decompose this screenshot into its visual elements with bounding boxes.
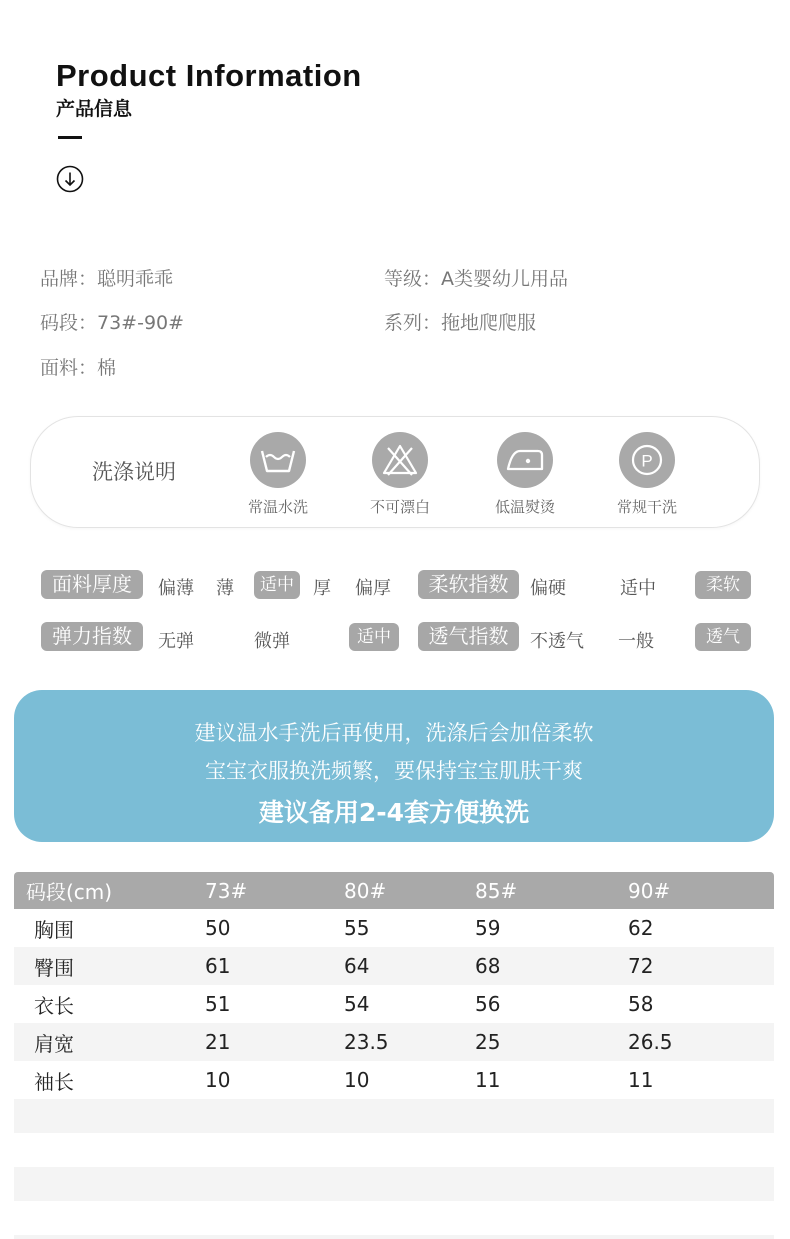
spec-size-range: 码段：73#-90#	[40, 312, 185, 334]
column-header: 90#	[628, 878, 671, 903]
softness-option: 适中	[620, 578, 656, 599]
care-label: 不可漂白	[369, 498, 430, 516]
spec-brand: 品牌：聪明乖乖	[40, 268, 174, 290]
table-cell: 54	[344, 992, 370, 1016]
table-cell: 10	[344, 1068, 370, 1092]
column-header: 80#	[344, 878, 387, 903]
breathability-option: 一般	[618, 631, 654, 652]
table-cell: 臀围	[34, 955, 74, 980]
table-cell: 72	[628, 954, 654, 978]
table-cell: 26.5	[628, 1030, 673, 1054]
softness-option: 偏硬	[530, 578, 566, 599]
table-empty-row	[14, 1099, 774, 1133]
column-header: 73#	[205, 878, 248, 903]
banner-line-3: 建议备用2-4套方便换洗	[258, 798, 530, 827]
table-cell: 68	[475, 954, 501, 978]
column-header: 85#	[475, 878, 518, 903]
column-header: 码段(cm)	[26, 880, 113, 904]
care-label: 低温熨烫	[494, 498, 555, 516]
elasticity-option-selected: 适中	[349, 623, 399, 651]
table-cell: 62	[628, 916, 654, 940]
elasticity-option: 微弹	[254, 631, 290, 652]
table-empty-row	[14, 1235, 774, 1239]
table-cell: 衣长	[34, 993, 74, 1018]
table-row	[14, 909, 774, 947]
table-cell: 11	[475, 1068, 501, 1092]
wash-tub-icon	[250, 432, 306, 488]
page-title: Product Information	[56, 58, 362, 93]
table-cell: 51	[205, 992, 231, 1016]
table-cell: 55	[344, 916, 370, 940]
table-cell: 56	[475, 992, 501, 1016]
breathability-option: 不透气	[530, 631, 584, 652]
no-bleach-icon	[372, 432, 428, 488]
care-label: 常温水洗	[247, 498, 308, 516]
softness-label: 柔软指数	[418, 570, 519, 599]
spec-series: 系列：拖地爬爬服	[384, 312, 537, 334]
spec-fabric: 面料：棉	[40, 357, 117, 379]
table-cell: 肩宽	[34, 1031, 74, 1056]
banner-line-2: 宝宝衣服换洗频繁，要保持宝宝肌肤干爽	[205, 759, 583, 783]
arrow-down-circle-icon	[56, 165, 84, 193]
care-item-no-bleach	[350, 432, 450, 517]
svg-text:P: P	[641, 451, 653, 471]
breathability-option-selected: 透气	[695, 623, 751, 651]
size-table	[14, 872, 774, 1239]
table-cell: 袖长	[34, 1069, 74, 1094]
table-cell: 23.5	[344, 1030, 389, 1054]
elasticity-option: 无弹	[158, 631, 194, 652]
table-row	[14, 947, 774, 985]
thickness-option: 薄	[216, 578, 234, 599]
table-row	[14, 1061, 774, 1099]
page-subtitle: 产品信息	[56, 98, 133, 120]
elasticity-label: 弹力指数	[41, 622, 143, 651]
table-row	[14, 1023, 774, 1061]
thickness-option: 偏厚	[355, 578, 391, 599]
table-cell: 61	[205, 954, 231, 978]
table-cell: 胸围	[34, 917, 74, 942]
table-header	[14, 872, 774, 909]
care-item-iron	[475, 432, 575, 517]
table-empty-row	[14, 1167, 774, 1201]
iron-low-icon	[497, 432, 553, 488]
care-label: 常规干洗	[616, 498, 677, 516]
table-cell: 25	[475, 1030, 501, 1054]
table-cell: 64	[344, 954, 370, 978]
care-item-dry-clean	[597, 432, 697, 517]
table-row	[14, 985, 774, 1023]
thickness-option: 偏薄	[158, 578, 194, 599]
table-cell: 59	[475, 916, 501, 940]
thickness-option-selected: 适中	[254, 571, 300, 599]
table-cell: 50	[205, 916, 231, 940]
table-cell: 10	[205, 1068, 231, 1092]
care-title: 洗涤说明	[92, 460, 176, 484]
title-underline	[58, 136, 82, 139]
softness-option-selected: 柔软	[695, 571, 751, 599]
thickness-option: 厚	[313, 578, 331, 599]
table-empty-row	[14, 1133, 774, 1167]
breathability-label: 透气指数	[418, 622, 519, 651]
table-empty-row	[14, 1201, 774, 1235]
care-item-wash	[228, 432, 328, 517]
table-cell: 11	[628, 1068, 654, 1092]
spec-grade: 等级：A类婴幼儿用品	[384, 268, 568, 290]
dry-clean-p-icon	[619, 432, 675, 488]
banner-line-1: 建议温水手洗后再使用，洗涤后会加倍柔软	[194, 721, 594, 745]
table-cell: 58	[628, 992, 654, 1016]
thickness-label: 面料厚度	[41, 570, 143, 599]
table-cell: 21	[205, 1030, 231, 1054]
